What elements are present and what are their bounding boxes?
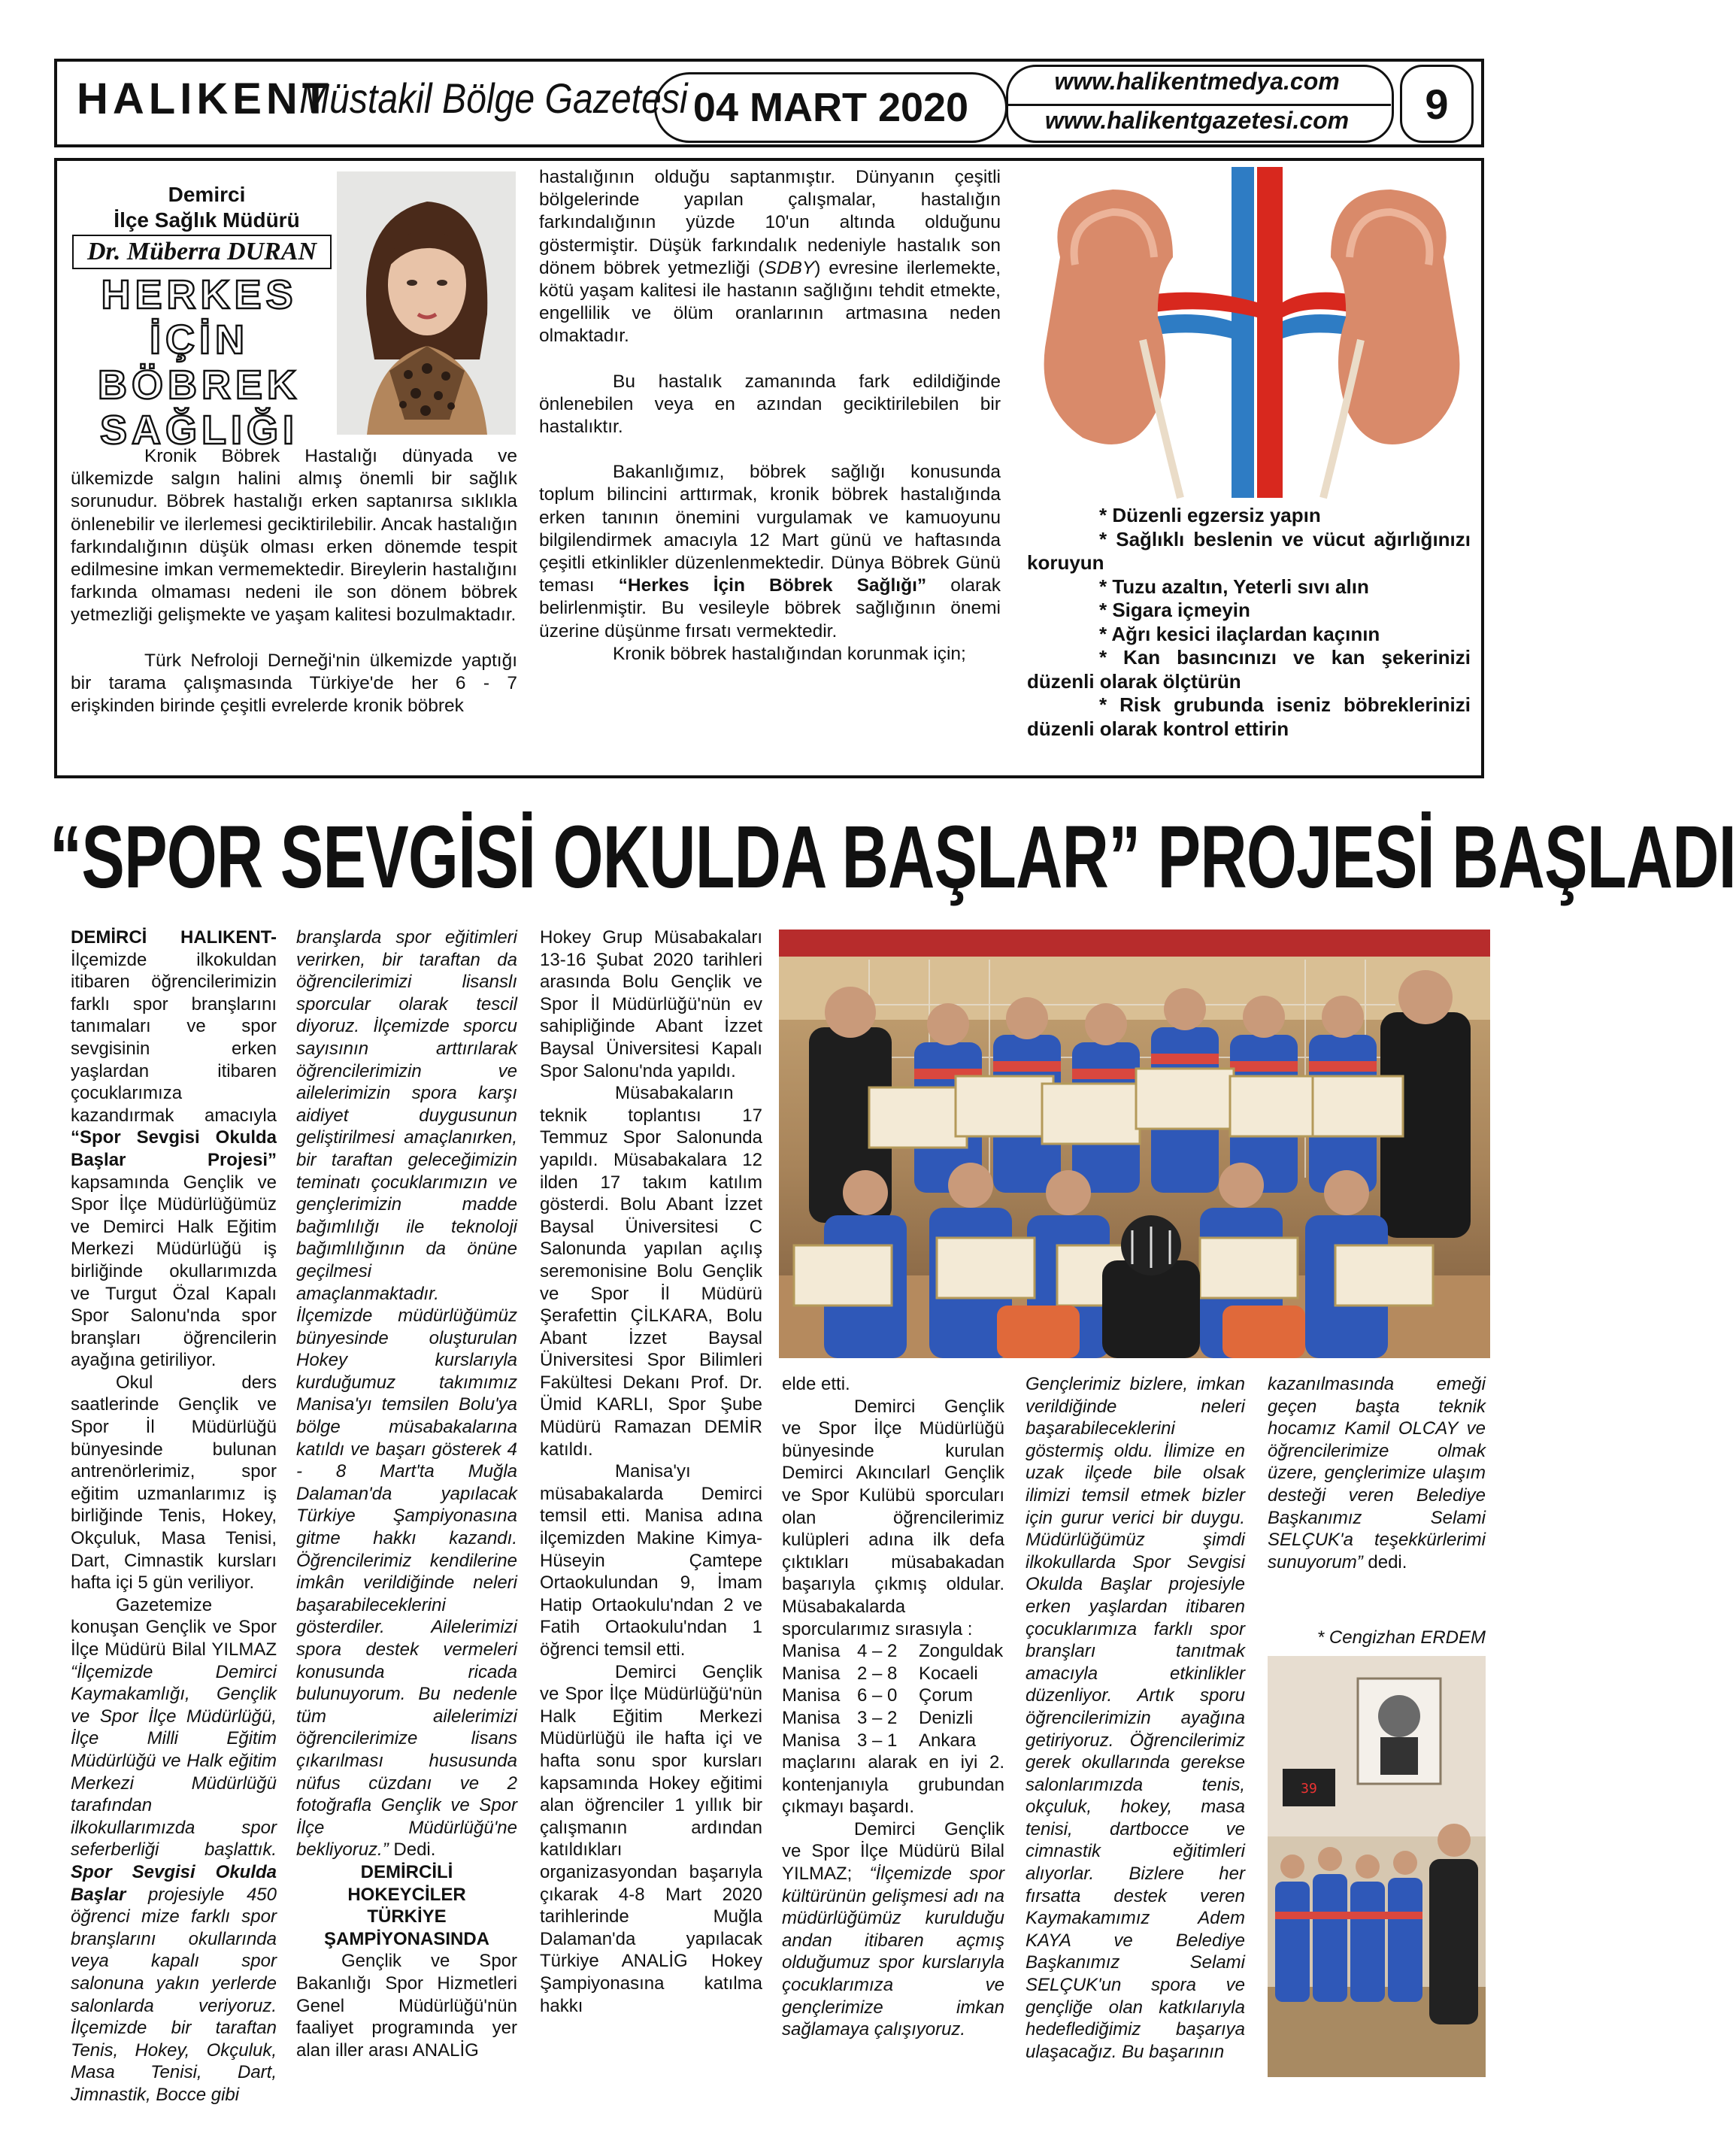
title-line-2: İÇİN <box>150 317 249 362</box>
health-paragraph: Bakanlığımız, böbrek sağlığı konusunda toplum bilincini arttırmak, kronik böbrek hastalığında erken tanının önemini vurgulamak ve kamuoyunu bilgilendirmek amacıyla 12 Mart günü ve haftasında çeşitli etkinlikler düzenlenmektedir. Dünya Böbrek Günü teması “Herkes İçin Böbrek Sağlığı” olarak belirlenmiştir. Bu vesileyle böbrek sağlığının önemi üzerine düşünme fırsatı vermektedir. <box>539 462 1001 641</box>
article-column-4 <box>782 1373 1004 2041</box>
health-article-title <box>65 272 334 453</box>
article-paragraph: Gençlik ve Spor Bakanlığı Spor Hizmetleri Genel Müdürlüğü'nün faaliyet programında yer alan iller arası ANALİG <box>296 1951 517 2061</box>
score-row: Manisa 2 – 8 Kocaeli <box>782 1663 978 1684</box>
health-paragraph: Türk Nefroloji Derneği'nin ülkemizde yaptığı bir tarama çalışmasında Türkiye'de her 6 - 7 erişkinden birinde çeşitli evrelerde kronik böbrek <box>71 650 517 717</box>
title-line-3: BÖBREK <box>97 362 301 408</box>
article-column-1 <box>71 926 277 2106</box>
article-column-5 <box>1026 1373 1245 2063</box>
health-paragraph: Bu hastalık zamanında fark edildiğinde önlenebilen veya en azından geciktirilebilen bir hastalıktır. <box>539 371 1001 438</box>
article-paragraph: maçlarını alarak en iyi 2. kontenjanıyla grubundan çıkmayı başardı. <box>782 1752 1004 1818</box>
tip-item: * Sigara içmeyin <box>1099 599 1250 621</box>
svg-text:39: 39 <box>1301 1781 1317 1797</box>
article-paragraph: DEMİRCİ HALIKENT- İlçemizde ilkokuldan itibaren öğrencilerimizin farklı spor branşlarını tanımaları ve spor sevgisinin erken yaşlardan itibaren çocuklarımıza kazandırmak amacıyla “Spor Sevgisi Okulda Başlar Projesi” kapsamında Gençlik ve Spor İlçe Müdürlüğümüz ve Demirci Halk Eğitim Merkezi Müdürlüğü iş birliğinde okullarımızda ve Turgut Özal Kapalı Spor Salonu'nda spor branşları öğrencilerin ayağına getiriliyor. <box>71 927 277 1371</box>
photo-credit: * Cengizhan ERDEM <box>1316 1627 1486 1648</box>
article-column-2 <box>296 926 517 2061</box>
article-paragraph: Demirci Gençlik ve Spor İlçe Müdürü Bilal YILMAZ; “İlçemizde spor kültürünün gelişmesi adı na müdürlüğümüz kurulduğu andan itibaren açmış olduğumuz spor kurslarıyla çocuklarımıza ve gençlerimize imkan sağlamaya çalışıyoruz. <box>782 1818 1004 2040</box>
author-title-line-1: Demirci <box>168 183 246 206</box>
article-paragraph: elde etti. <box>782 1374 850 1394</box>
article-paragraph: Hokey Grup Müsabakaları 13-16 Şubat 2020 tarihleri arasında Bolu Gençlik ve Spor İl Müdürlüğü'nün ev sahipliğinde Abant İzzet Baysal Üniversitesi Kapalı Spor Salonu'nda yapıldı. <box>540 927 762 1081</box>
score-row: Manisa 6 – 0 Çorum <box>782 1685 974 1706</box>
score-row: Manisa 3 – 2 Denizli <box>782 1707 974 1728</box>
author-title <box>75 182 338 233</box>
title-line-4: SAĞLIĞI <box>99 408 298 453</box>
author-title-line-2: İlçe Sağlık Müdürü <box>114 208 300 232</box>
tip-item: * Kan basıncınızı ve kan şekerinizi düzenli olarak ölçtürün <box>1027 646 1471 693</box>
health-paragraph: hastalığının olduğu saptanmıştır. Dünyanın çeşitli bölgelerinde yapılan çalışmalar, hastalığın farkındalığının yüzde 10'un altında olduğunu göstermiştir. Düşük farkındalık nedeniyle hastalık son dönem böbrek yetmezliği (SDBY) evresine ilerlemekte, kötü yaşam kalitesi ile hastanın sağlığını tehdit etmekte, engellilik ve ölüm oranlarının artmasına neden olmaktadır. <box>539 167 1001 347</box>
hockey-team-photo <box>779 930 1490 1358</box>
author-name: Dr. Müberra DURAN <box>72 235 332 269</box>
website-link-2[interactable]: www.halikentgazetesi.com <box>1044 107 1350 134</box>
article-paragraph: Gazetemize konuşan Gençlik ve Spor İlçe Müdürü Bilal YILMAZ “İlçemizde Demirci Kaymakamlığı, Gençlik ve Spor İlçe Müdürlüğü, İlçe Milli Eğitim Müdürlüğü ve Halk eğitim Merkezi Müdürlüğü tarafından ilkokullarımızda spor seferberliği başlattık. Spor Sevgisi Okulda Başlar projesiyle 450 öğrenci mize farklı spor branşlarını okullarında veya kapalı spor salonuna yakın yerlerde salonlarda veriyoruz. İlçemizde bir taraftan Tenis, Hokey, Okçuluk, Masa Tenisi, Dart, Jimnastik, Bocce gibi <box>71 1594 277 2105</box>
tip-item: * Ağrı kesici ilaçlardan kaçının <box>1099 622 1380 645</box>
page-number: 9 <box>1400 65 1474 143</box>
kidney-health-tips <box>1027 504 1471 741</box>
article-paragraph: Demirci Gençlik ve Spor İlçe Müdürlüğü'nün Halk Eğitim Merkezi Müdürlüğü ile hafta içi ve hafta sonu spor kursları kapsamında Hokey eğitimi alan öğrenciler 1 yıllık bir çalışmanın ardından katıldıkları organizasyondan başarıyla çıkarak 4-8 Mart 2020 tarihlerinde Muğla Dalaman'da yapılacak Türkiye ANALİG Hokey Şampiyonasına katılma hakkı <box>540 1661 762 2016</box>
author-portrait <box>337 171 516 435</box>
article-paragraph: kazanılmasında emeği geçen başta teknik hocamız Kamil OLCAY ve öğrencilerimize olmak üzere, gençlerimize ulaşım desteği veren Belediye Başkanımız Selami SELÇUK'a teşekkürlerimi sunuyorum” dedi. <box>1268 1374 1486 1572</box>
article-paragraph: Müsabakaların teknik toplantısı 17 Temmuz Spor Salonunda yapıldı. Müsabakalara 12 ilden 17 takım katılım gösterdi. Bolu Abant İzzet Baysal Üniversitesi C Salonunda yapılan açılış seremonisine Bolu Gençlik ve Spor İl Müdürü Şerafettin ÇİLKARA, Bolu Abant İzzet Baysal Üniversitesi Spor Bilimleri Fakültesi Dekanı Prof. Dr. Ümid KARLI, Spor Şube Müdürü Ramazan DEMİR katıldı. <box>540 1083 762 1460</box>
newspaper-brand: HALIKENT <box>77 74 334 123</box>
kidney-illustration <box>1030 167 1474 498</box>
issue-date: 04 MART 2020 <box>654 72 1007 143</box>
team-with-director-photo <box>1268 1656 1486 2077</box>
article-subheading: DEMİRCİLİ HOKEYCİLER TÜRKİYE ŞAMPİYONASINDA <box>323 1861 490 1949</box>
title-line-1: HERKES <box>101 272 298 317</box>
score-row: Manisa 4 – 2 Zonguldak <box>782 1641 1004 1662</box>
tip-item: * Tuzu azaltın, Yeterli sıvı alın <box>1099 575 1369 598</box>
tip-item: * Sağlıklı beslenin ve vücut ağırlığınızı koruyun <box>1027 527 1471 574</box>
article-paragraph: Okul ders saatlerinde Gençlik ve Spor İl Müdürlüğü bünyesinde bulunan antrenörlerimiz, spor eğitim uzmanlarımız iş birliğinde Tenis, Hokey, Okçuluk, Masa Tenisi, Dart, Cimnastik kursları hafta içi 5 gün veriliyor. <box>71 1372 277 1594</box>
article-paragraph: Manisa'yı müsabakalarda Demirci temsil etti. Manisa adına ilçemizden Makine Kimya-Hüseyin Çamtepe Ortaokulundan 9, İmam Hatip Ortaokulu'ndan 2 ve Fatih Ortaokulu'ndan 1 öğrenci temsil etti. <box>540 1461 762 1660</box>
match-scores <box>782 1640 1004 1751</box>
health-column-1 <box>71 445 517 717</box>
article-column-3 <box>540 926 762 2017</box>
sports-article-headline: “SPOR SEVGİSİ OKULDA BAŞLAR” PROJESİ BAŞLADI <box>50 808 1736 907</box>
article-paragraph: Demirci Gençlik ve Spor İlçe Müdürlüğü bünyesinde kurulan Demirci Akıncılarl Gençlik ve Spor Kulübü sporcuları olan öğrencilerimiz kulüpleri adına ilk defa çıktıkları müsabakadan başarıyla çıkmış oldular. Müsabakalarda sporcularımız sırasıyla : <box>782 1396 1004 1639</box>
newspaper-subtitle: Müstakil Bölge Gazetesi <box>299 74 688 122</box>
score-row: Manisa 3 – 1 Ankara <box>782 1730 977 1751</box>
health-paragraph: Kronik Böbrek Hastalığı dünyada ve ülkemizde salgın halini almış önemli bir sağlık sorunudur. Böbrek hastalığı erken saptanırsa sıklıkla önlenebilir ve ilerlemesi geciktirilebilir. Ancak hastalığın farkındalığının düşük olması erken dönemde tespit edilmesine imkan vermemektedir. Bireylerin hastalığını farkında olmaması nedeni ile son dönem böbrek yetmezliği gelişmekte ve yaşam kalitesi bozulmaktadır. <box>71 446 517 626</box>
tip-item: * Düzenli egzersiz yapın <box>1099 504 1321 526</box>
website-link-1[interactable]: www.halikentmedya.com <box>1054 68 1340 95</box>
article-paragraph: branşlarda spor eğitimleri verirken, bir taraftan da öğrencilerimizi lisanslı sporcular olarak tescil diyoruz. İlçemizde sporcu sayısının arttırılarak öğrencilerimizin ve ailelerimizin spora karşı aidiyet duygusunun geliştirilmesi amaçlanırken, bir taraftan geleceğimizin teminatı çocuklarımızın ve gençlerimizin madde bağımlılığı ile teknoloji bağımlılığının da önüne geçilmesi amaçlanmaktadır. İlçemizde müdürlüğümüz bünyesinde oluşturulan Hokey kurslarıyla kurduğumuz takımımız Manisa'yı temsilen Bolu'ya bölge müsabakalarına katıldı ve başarı gösterek 4 - 8 Mart'ta Muğla Dalaman'da yapılacak Türkiye Şampiyonasına gitme hakkı kazandı. Öğrencilerimiz kendilerine imkân verildiğinde neleri başarabileceklerini gösterdiler. Ailelerimizi spora destek vermeleri konusunda ricada bulunuyorum. Bu nedenle tüm ailelerimizi öğrencilerimize lisans çıkarılması hususunda nüfus cüzdanı ve 2 fotoğrafla Gençlik ve Spor İlçe Müdürlüğü'ne bekliyoruz.” Dedi. <box>296 927 517 1861</box>
health-column-2 <box>539 166 1001 666</box>
article-paragraph: Gençlerimiz bizlere, imkan verildiğinde neleri başarabileceklerini göstermiş oldu. İlimize en uzak ilçede bile olsak ilimizi temsil etmek bizler için gurur verici bir duygu. Müdürlüğümüz şimdi ilkokullarda Spor Sevgisi Okulda Başlar projesiyle erken yaşlardan itibaren çocuklarımıza farklı spor branşları tanıtmak amacıyla etkinlikler düzenliyor. Artık sporu öğrencilerimizin ayağına getiriyoruz. Öğrencilerimiz gerek okullarında gerekse salonlarımızda tenis, okçuluk, hokey, masa tenisi, dartbocce ve cimnastik eğitimleri alıyorlar. Bizlere her fırsatta destek veren Kaymakamımız Adem KAYA ve Belediye Başkanımız Selami SELÇUK'un spora ve gençliğe olan katkılarıyla hedeflediğimiz başarıya ulaşacağız. Bu başarının <box>1026 1374 1245 2062</box>
article-column-6 <box>1268 1373 1486 1573</box>
health-paragraph: Kronik böbrek hastalığından korunmak için; <box>613 643 966 664</box>
website-divider <box>1007 104 1391 106</box>
tip-item: * Risk grubunda iseniz böbreklerinizi düzenli olarak kontrol ettirin <box>1027 693 1471 740</box>
